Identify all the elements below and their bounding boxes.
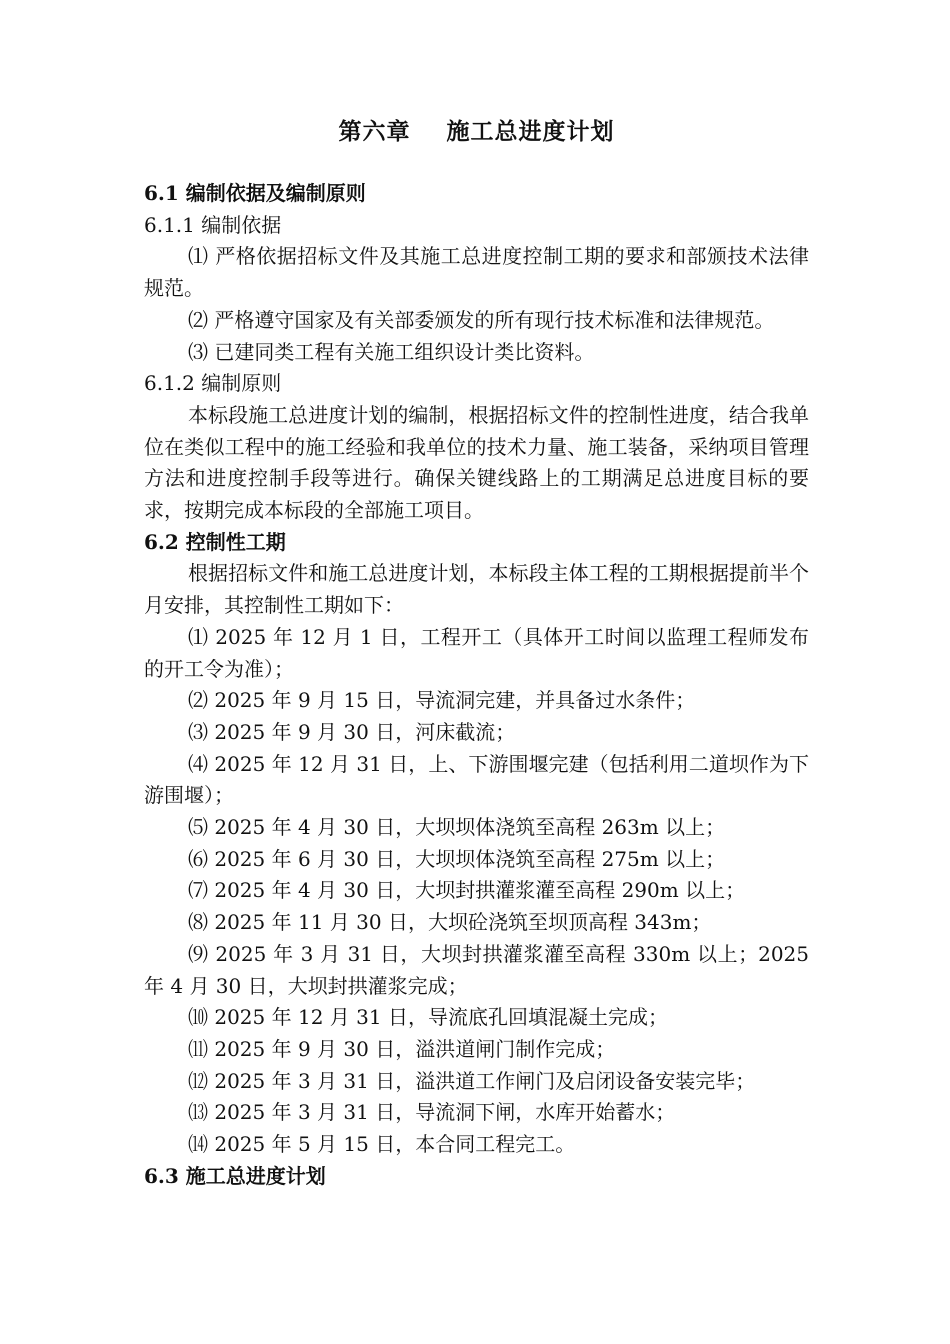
subsection-heading-6-1-2: 6.1.2 编制原则 — [144, 371, 282, 396]
milestone-item: ⑼ 2025 年 3 月 31 日，大坝封拱灌浆灌至高程 330m 以上；2025 年 4 月 30 日，大坝封拱灌浆完成； — [144, 941, 809, 998]
milestone-item: ⑷ 2025 年 12 月 31 日，上、下游围堰完建（包括利用二道坝作为下游围堰）； — [144, 751, 809, 808]
chapter-number: 第六章 — [338, 118, 411, 145]
section-heading-6-3: 6.3 施工总进度计划 — [144, 1163, 326, 1188]
chapter-title — [144, 112, 809, 152]
milestone-item: ⑴ 2025 年 12 月 1 日，工程开工（具体开工时间以监理工程师发布的开工令为准）； — [144, 624, 809, 681]
milestone-item: ⑽ 2025 年 12 月 31 日，导流底孔回填混凝土完成； — [188, 1005, 668, 1030]
principle-paragraph: 本标段施工总进度计划的编制，根据招标文件的控制性进度，结合我单位在类似工程中的施工经验和我单位的技术力量、施工装备，采纳项目管理方法和进度控制手段等进行。确保关键线路上的工期满足总进度目标的要求，按期完成本标段的全部施工项目。 — [144, 402, 809, 523]
milestone-item: ⑻ 2025 年 11 月 30 日，大坝砼浇筑至坝顶高程 343m； — [188, 910, 712, 935]
subsection-heading-6-1-1: 6.1.1 编制依据 — [144, 212, 282, 237]
milestone-item: ⑹ 2025 年 6 月 30 日，大坝坝体浇筑至高程 275m 以上； — [188, 846, 726, 871]
milestone-item: ⑸ 2025 年 4 月 30 日，大坝坝体浇筑至高程 263m 以上； — [188, 815, 726, 840]
milestone-item: ⑾ 2025 年 9 月 30 日，溢洪道闸门制作完成； — [188, 1036, 616, 1061]
section-heading-6-1: 6.1 编制依据及编制原则 — [144, 181, 366, 205]
chapter-name: 施工总进度计划 — [446, 118, 615, 145]
milestone-item: ⒁ 2025 年 5 月 15 日，本合同工程完工。 — [188, 1132, 576, 1157]
document-body — [144, 112, 809, 1193]
milestone-item: ⑺ 2025 年 4 月 30 日，大坝封拱灌浆灌至高程 290m 以上； — [188, 878, 746, 903]
milestone-item: ⑶ 2025 年 9 月 30 日，河床截流； — [188, 719, 516, 744]
milestone-item: ⒀ 2025 年 3 月 31 日，导流洞下闸，水库开始蓄水； — [188, 1100, 676, 1125]
milestone-intro: 根据招标文件和施工总进度计划，本标段主体工程的工期根据提前半个月安排，其控制性工期如下： — [144, 561, 809, 618]
basis-item: ⑶ 已建同类工程有关施工组织设计类比资料。 — [188, 339, 595, 364]
milestone-item: ⑿ 2025 年 3 月 31 日，溢洪道工作闸门及启闭设备安装完毕； — [188, 1068, 756, 1093]
basis-item: ⑵ 严格遵守国家及有关部委颁发的所有现行技术标准和法律规范。 — [188, 307, 775, 332]
section-heading-6-2: 6.2 控制性工期 — [144, 529, 286, 554]
milestone-item: ⑵ 2025 年 9 月 15 日，导流洞完建，并具备过水条件； — [188, 688, 696, 713]
basis-item: ⑴ 严格依据招标文件及其施工总进度控制工期的要求和部颁技术法律规范。 — [144, 244, 809, 301]
